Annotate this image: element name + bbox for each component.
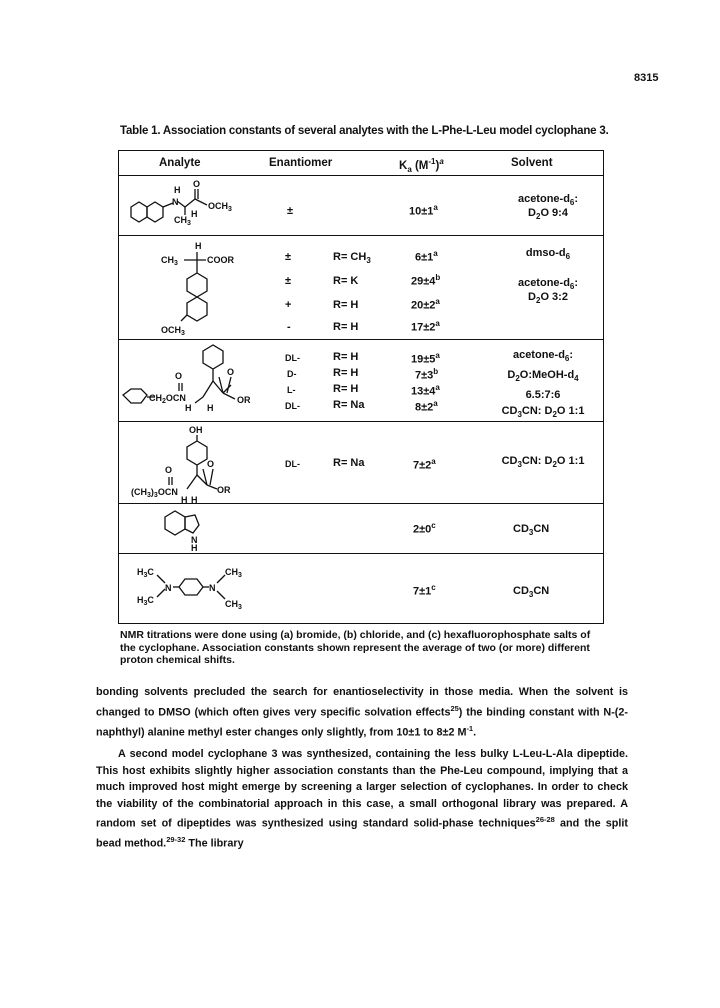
svg-text:CH3: $CH_3$ xyxy=(174,215,191,227)
svg-text:H: H xyxy=(191,209,198,219)
svg-text:H3C: $H_3C$ xyxy=(137,595,154,607)
row3-r-3: R= H xyxy=(333,383,359,395)
row3-ka-4: $8\pm 2^a$ xyxy=(415,399,438,414)
row4-ka: $7\pm 2^a$ xyxy=(413,457,436,472)
row3-r-4: R= Na xyxy=(333,399,365,411)
svg-text:N: N xyxy=(191,535,198,545)
row-divider-1 xyxy=(119,235,603,236)
row1-enantiomer: ± xyxy=(287,205,294,217)
row3-r-1: R= H xyxy=(333,351,359,363)
header-analyte: Analyte xyxy=(159,157,201,169)
svg-text:O: O xyxy=(175,371,183,381)
row2-ka-2: $29\pm 4^b$ xyxy=(411,273,441,288)
row3-ka-1: $19\pm 5^a$ xyxy=(411,351,440,366)
table-caption: Table 1. Association constants of several analytes with the L-Phe-L-Leu model cyclophane 3. xyxy=(120,125,609,137)
row5-ka: $2\pm 0^c$ xyxy=(413,521,436,536)
page-number: 8315 xyxy=(634,72,659,84)
svg-text:O: O xyxy=(165,465,173,475)
row6-solvent: $CD_3CN$ xyxy=(513,585,550,600)
svg-text:H3C: $H_3C$ xyxy=(137,567,154,579)
row-divider-5 xyxy=(119,553,603,554)
row6-ka: $7\pm 1^c$ xyxy=(413,583,436,598)
analyte-naphthylalanine-structure xyxy=(119,177,249,235)
row5-solvent: $CD_3CN$ xyxy=(513,523,550,538)
row2-enantiomer-1: ± xyxy=(285,251,292,263)
svg-text:OR: OR xyxy=(237,395,251,405)
row3-ka-2: $7\pm 3^b$ xyxy=(415,367,439,382)
row4-solvent: $CD_3CN$: $D_2O$ 1:1 xyxy=(501,455,585,470)
row-divider-4 xyxy=(119,503,603,504)
svg-text:H: H xyxy=(191,543,198,553)
svg-text:N: N xyxy=(172,197,179,207)
svg-text:O: O xyxy=(207,459,215,469)
analyte-indole-structure xyxy=(159,507,219,553)
svg-text:H: H xyxy=(181,495,188,503)
row2-enantiomer-3: + xyxy=(285,299,292,311)
svg-text:OCH3: $OCH_3$ xyxy=(208,201,232,213)
row2-solvent-a: dmso-$d_6$ xyxy=(525,247,571,262)
row1-solvent: acetone-$d_6$: $D_2O$ 9:4 xyxy=(517,193,579,222)
svg-text:OCH3: $OCH_3$ xyxy=(161,325,185,337)
svg-text:H: H xyxy=(185,403,192,413)
svg-text:H: H xyxy=(191,495,198,503)
svg-text:CH3: $CH_3$ xyxy=(225,599,242,611)
svg-text:O: O xyxy=(227,367,235,377)
header-divider xyxy=(119,175,603,176)
row3-ka-3: $13\pm 4^a$ xyxy=(411,383,440,398)
row2-ka-1: $6\pm 1^a$ xyxy=(415,249,438,264)
svg-text:CH3: $CH_3$ xyxy=(161,255,178,267)
row2-enantiomer-4: - xyxy=(287,321,291,333)
svg-text:O: O xyxy=(193,179,201,189)
svg-text:(CH3)3OCN: $(CH_3)_3OCN$ xyxy=(131,487,178,499)
row3-enantiomer-1: DL- xyxy=(285,353,300,363)
svg-text:CH3: $CH_3$ xyxy=(225,567,242,579)
svg-text:N: N xyxy=(209,583,216,593)
analyte-cbz-phenylalanine-structure xyxy=(119,341,269,421)
row2-solvent-b: acetone-$d_6$: $D_2O$ 3:2 xyxy=(517,277,579,306)
header-enantiomer: Enantiomer xyxy=(269,157,333,169)
svg-text:H: H xyxy=(174,185,181,195)
row3-enantiomer-2: D- xyxy=(287,369,297,379)
row2-r-1: $R= CH_3$ xyxy=(333,251,371,266)
paragraph-1: bonding solvents precluded the search for enantioselectivity in those media. When the solvent is changed to DMSO (which often gives very specific solvation effects$^{25}$) the binding constant with N-(2-naphthyl) alanine methyl ester changes only slightly, from 10±1 to 8±2 $M^{-1}$. xyxy=(96,686,628,739)
svg-text:COOR: COOR xyxy=(207,255,234,265)
row-divider-2 xyxy=(119,339,603,340)
row2-ka-3: $20\pm 2^a$ xyxy=(411,297,440,312)
row2-ka-4: $17\pm 2^a$ xyxy=(411,319,440,334)
row3-r-2: R= H xyxy=(333,367,359,379)
row2-r-2: R= K xyxy=(333,275,359,287)
header-solvent: Solvent xyxy=(511,157,553,169)
row2-r-3: R= H xyxy=(333,299,359,311)
svg-text:OR: OR xyxy=(217,485,231,495)
svg-text:CH2OCN: $CH_2OCN$ xyxy=(149,393,186,405)
svg-text:OH: OH xyxy=(189,425,203,435)
analyte-naproxen-structure xyxy=(157,239,247,339)
row4-r: R= Na xyxy=(333,457,365,469)
svg-text:H: H xyxy=(207,403,214,413)
row3-enantiomer-4: DL- xyxy=(285,401,300,411)
row2-enantiomer-2: ± xyxy=(285,275,292,287)
table-footnotes: NMR titrations were done using (a) bromide, (b) chloride, and (c) hexafluorophosphate salts of the cyclophane. Association constants shown represent the average of two (or more) different proton chemical shifts. xyxy=(120,629,591,666)
row2-r-4: R= H xyxy=(333,321,359,333)
analyte-tetramethylphenylenediamine-structure xyxy=(129,561,269,611)
association-table xyxy=(118,150,604,624)
row3-solvent: acetone-$d_6$: $D_2O:MeOH-d_4$ 6.5:7:6 $CD_3CN$: $D_2O$ 1:1 xyxy=(501,349,585,420)
analyte-boc-tyrosine-structure xyxy=(119,423,269,503)
svg-text:N: N xyxy=(165,583,172,593)
row1-ka: $10\pm 1^a$ xyxy=(409,203,438,218)
row3-enantiomer-3: L- xyxy=(287,385,296,395)
header-ka: $K_a$ $(M^{-1})^a$ xyxy=(399,157,444,175)
svg-text:H: H xyxy=(195,241,202,251)
paragraph-2: A second model cyclophane 3 was synthesized, containing the less bulky L-Leu-L-Ala dipeptide. This host exhibits slightly higher association constants than the Phe-Leu compound, implying that a much improved host might emerge by screening a larger selection of cyclophanes. In order to check the viability of the combinatorial approach in this case, a small orthogonal library was prepared. A random set of dipeptides was synthesized using standard solid-phase techniques$^{26-28}$ and the split bead method.$^{29-32}$ The library xyxy=(96,748,628,850)
row4-enantiomer: DL- xyxy=(285,459,300,469)
